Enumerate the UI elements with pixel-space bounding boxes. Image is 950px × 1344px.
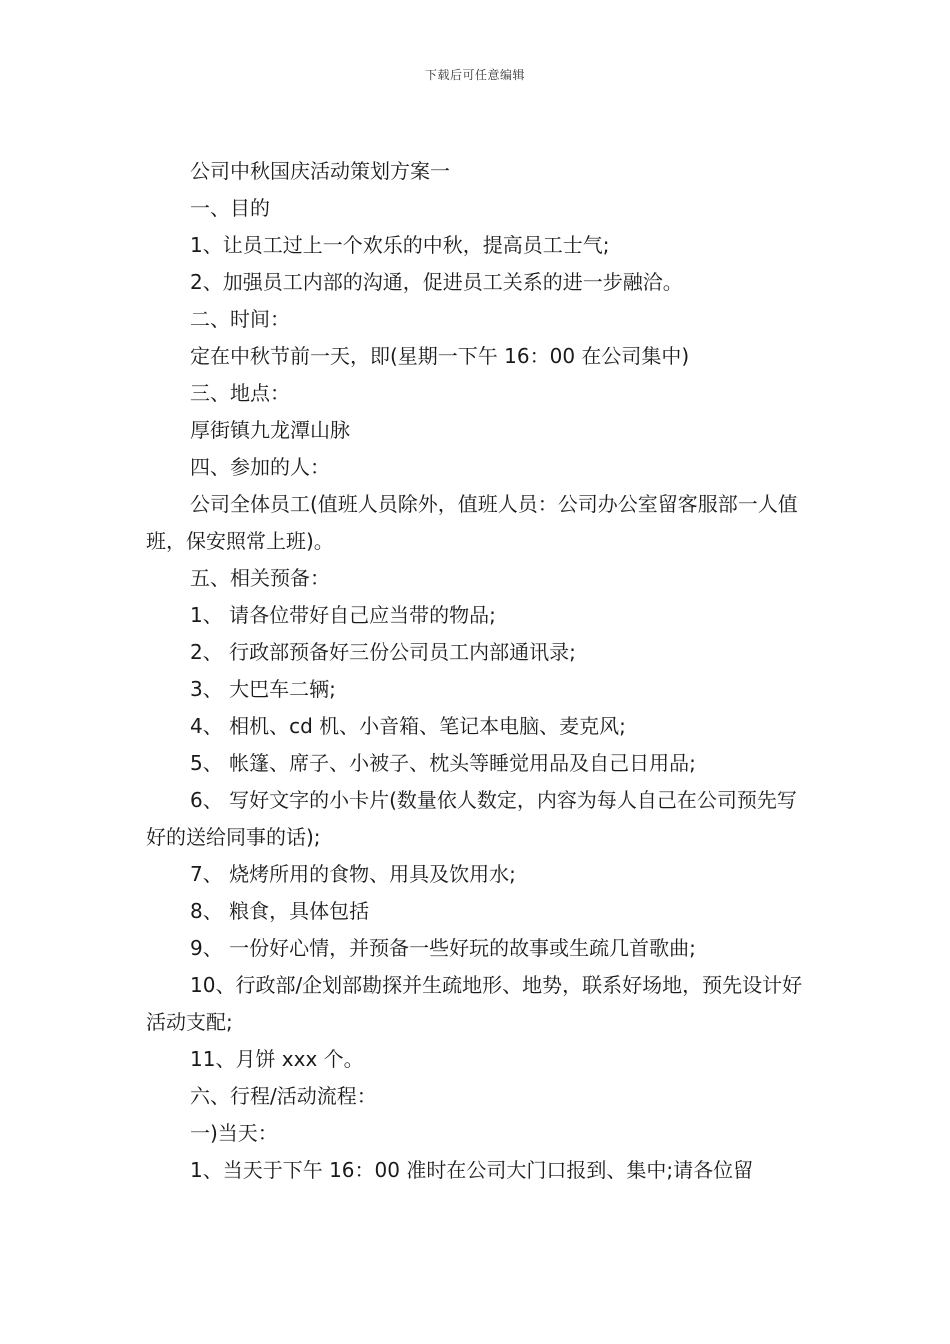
list-item: 11、月饼 xxx 个。 xyxy=(190,1047,364,1071)
list-item: 1、让员工过上一个欢乐的中秋，提高员工士气; xyxy=(190,233,610,257)
list-item: 4、 相机、cd 机、小音箱、笔记本电脑、麦克风; xyxy=(190,714,626,738)
list-item: 2、 行政部预备好三份公司员工内部通讯录; xyxy=(190,640,576,664)
paragraph: 厚街镇九龙潭山脉 xyxy=(190,418,350,442)
list-item: 10、行政部/企划部勘探并生疏地形、地势，联系好场地，预先设计好活动支配; xyxy=(146,973,803,1034)
section-heading: 二、时间： xyxy=(190,307,290,331)
list-item: 1、 请各位带好自己应当带的物品; xyxy=(190,603,496,627)
section-heading: 三、地点： xyxy=(190,381,290,405)
paragraph: 定在中秋节前一天，即(星期一下午 16：00 在公司集中) xyxy=(190,344,690,368)
doc-title: 公司中秋国庆活动策划方案一 xyxy=(190,159,450,183)
list-item: 1、当天于下午 16：00 准时在公司大门口报到、集中;请各位留 xyxy=(190,1158,754,1182)
section-heading: 一、目的 xyxy=(190,196,270,220)
list-item: 6、 写好文字的小卡片(数量依人数定，内容为每人自己在公司预先写好的送给同事的话); xyxy=(146,788,797,849)
header-note: 下载后可任意编辑 xyxy=(424,68,525,82)
section-heading: 六、行程/活动流程： xyxy=(190,1084,377,1108)
list-item: 9、 一份好心情，并预备一些好玩的故事或生疏几首歌曲; xyxy=(190,936,696,960)
list-item: 7、 烧烤所用的食物、用具及饮用水; xyxy=(190,862,516,886)
list-item: 3、 大巴车二辆; xyxy=(190,677,336,701)
document-body xyxy=(146,153,808,1189)
section-heading: 四、参加的人： xyxy=(190,455,330,479)
list-item: 2、加强员工内部的沟通，促进员工关系的进一步融洽。 xyxy=(190,270,683,294)
list-item: 5、 帐篷、席子、小被子、枕头等睡觉用品及自己日用品; xyxy=(190,751,696,775)
subsection-heading: 一)当天： xyxy=(190,1121,278,1145)
list-item: 8、 粮食，具体包括 xyxy=(190,899,370,923)
section-heading: 五、相关预备： xyxy=(190,566,330,590)
paragraph: 公司全体员工(值班人员除外，值班人员：公司办公室留客服部一人值班，保安照常上班)。 xyxy=(146,492,798,553)
